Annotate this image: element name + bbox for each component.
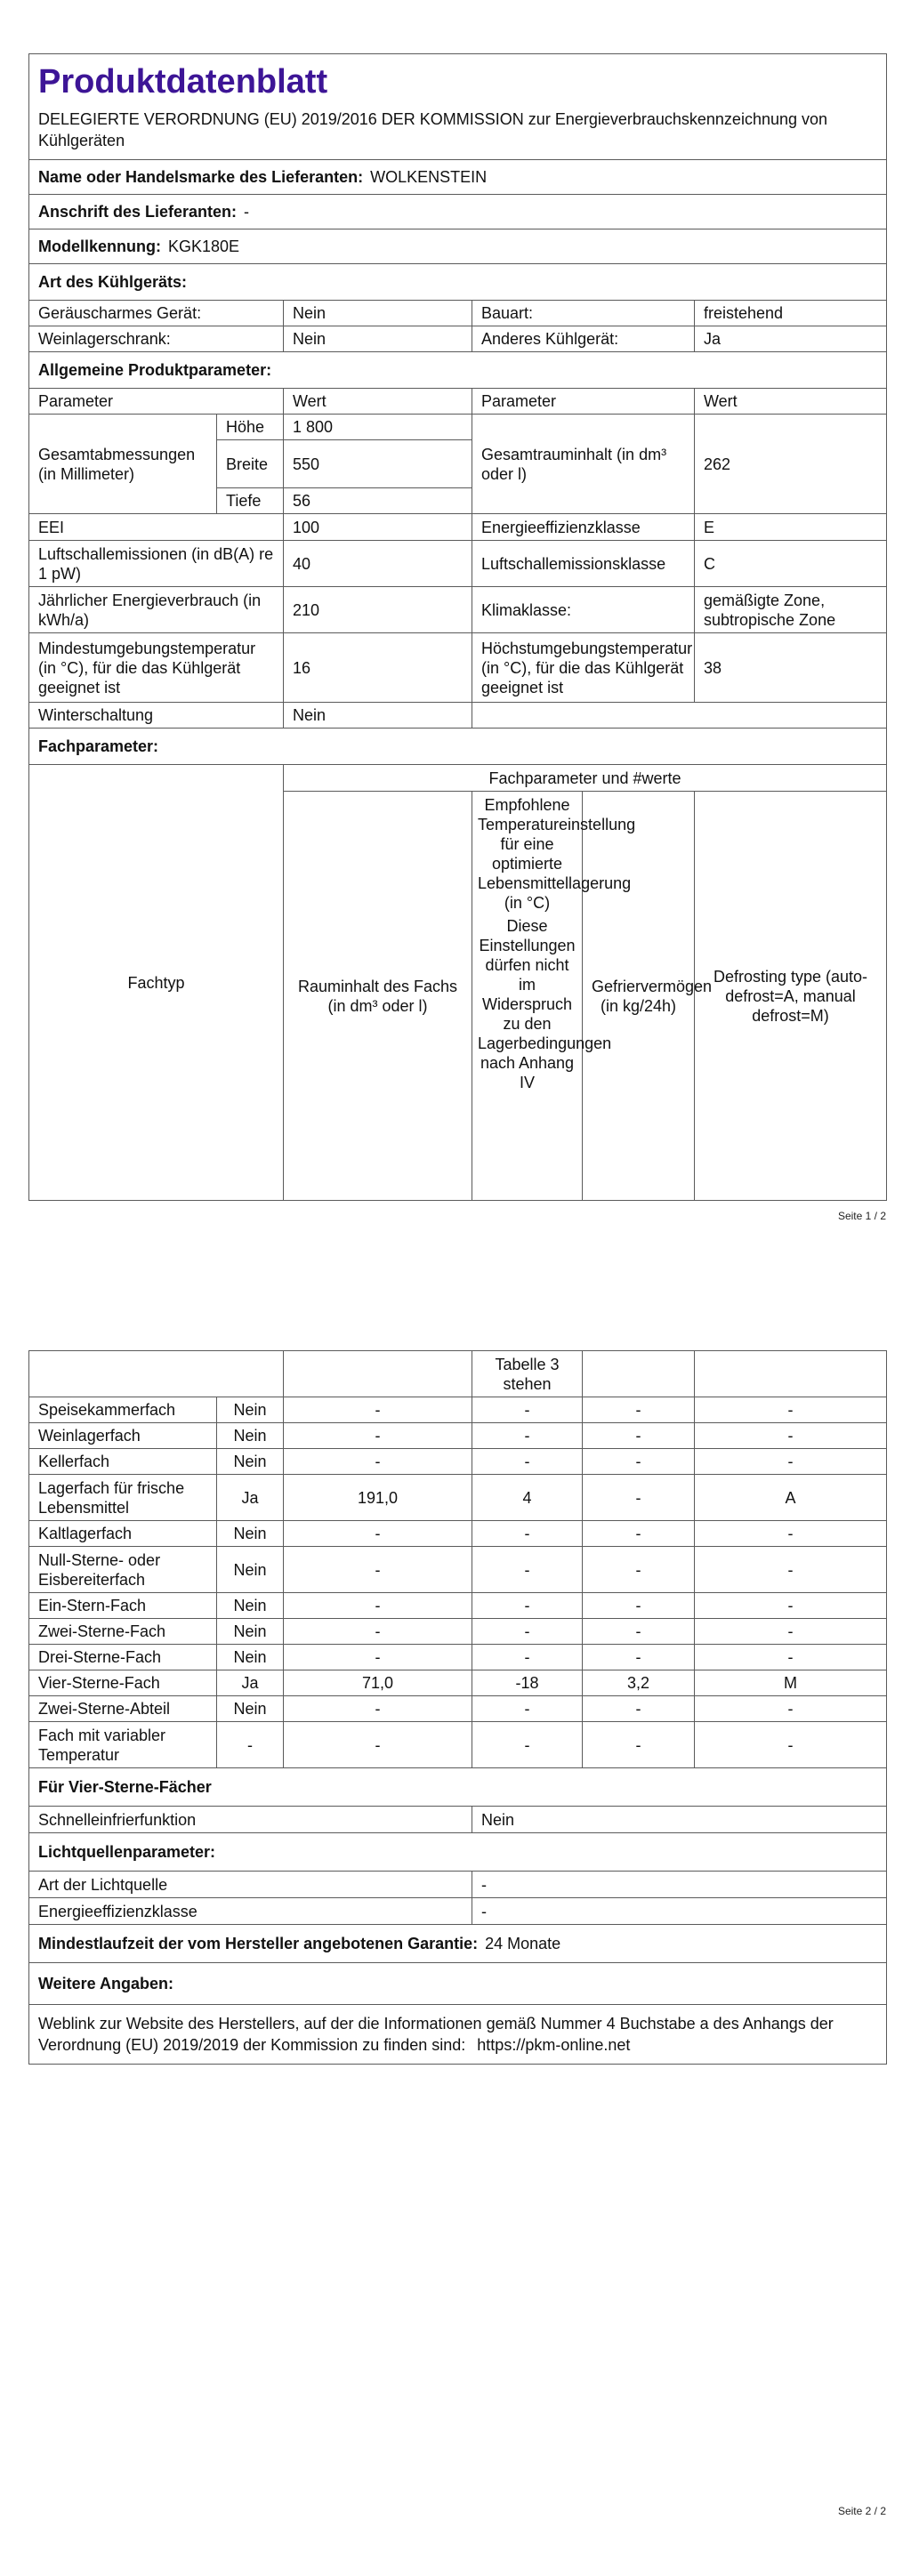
recommended-temp-text: Empfohlene Temperatureinstellung für eine optimierte Lebensmittellagerung (in °C) — [478, 796, 636, 912]
width-value: 550 — [284, 440, 472, 488]
freezing-capacity-header: Gefriervermögen (in kg/24h) — [583, 792, 695, 1201]
compartment-volume: - — [284, 1397, 472, 1423]
compartment-defrost-type: - — [695, 1619, 887, 1645]
manufacturer-weblink[interactable]: https://pkm-online.net — [477, 2036, 631, 2054]
further-info-row — [29, 2005, 887, 2065]
compartment-temperature: - — [472, 1449, 583, 1475]
compartment-freezing-capacity: - — [583, 1619, 695, 1645]
table-row — [29, 1449, 887, 1475]
compartment-defrost-type: - — [695, 1449, 887, 1475]
compartment-defrost-type: - — [695, 1593, 887, 1619]
compartment-defrost-type: M — [695, 1670, 887, 1696]
table-row — [29, 1423, 887, 1449]
compartment-freezing-capacity: - — [583, 1475, 695, 1521]
empty-cell — [472, 703, 887, 729]
table-row — [29, 1619, 887, 1645]
address-value: - — [244, 203, 250, 221]
col-value: Wert — [284, 389, 472, 415]
supplier-row — [29, 160, 887, 195]
light-class-value: - — [472, 1898, 887, 1925]
compartment-temperature: - — [472, 1696, 583, 1722]
compartment-name: Speisekammerfach — [29, 1397, 217, 1423]
table-row — [29, 1521, 887, 1547]
eei-value: 100 — [284, 514, 472, 541]
climate-class-label: Klimaklasse: — [472, 587, 695, 633]
table-row — [29, 1670, 887, 1696]
compartment-temperature: - — [472, 1547, 583, 1593]
compartment-group-header-row — [29, 765, 887, 792]
regulation-subtitle: DELEGIERTE VERORDNUNG (EU) 2019/2016 DER KOMMISSION zur Energieverbrauchskennzeichnung von Kühlgeräten — [38, 110, 828, 149]
page-number: Seite 1 / 2 — [837, 1210, 886, 1222]
compartment-defrost-type: - — [695, 1397, 887, 1423]
min-temp-label: Mindestumgebungstemperatur (in °C), für die das Kühlgerät geeignet ist — [29, 633, 284, 703]
compartment-defrost-type: - — [695, 1696, 887, 1722]
low-noise-value: Nein — [284, 301, 472, 326]
light-type-row — [29, 1872, 887, 1898]
annual-energy-label: Jährlicher Energieverbrauch (in kWh/a) — [29, 587, 284, 633]
recommended-temp-header — [472, 792, 636, 1201]
empty-cell — [284, 1351, 472, 1397]
compartment-freezing-capacity: - — [583, 1547, 695, 1593]
compartment-name: Kaltlagerfach — [29, 1521, 217, 1547]
page-number: Seite 2 / 2 — [837, 2505, 886, 2517]
compartment-freezing-capacity: - — [583, 1722, 695, 1768]
table-row — [29, 1593, 887, 1619]
defrost-type-header: Defrosting type (auto-defrost=A, manual defrost=M) — [695, 792, 887, 1201]
energy-class-label: Energieeffizienzklasse — [472, 514, 695, 541]
general-header-row — [29, 389, 887, 415]
wine-cabinet-value: Nein — [284, 326, 472, 352]
storage-conditions-note: Diese Einstellungen dürfen nicht im Widerspruch zu den Lagerbedingungen nach Anhang IV — [478, 917, 612, 1091]
winter-switch-label: Winterschaltung — [29, 703, 284, 729]
winter-row — [29, 703, 887, 729]
design-type-value: freistehend — [695, 301, 887, 326]
compartment-volume: - — [284, 1593, 472, 1619]
compartment-present: Nein — [217, 1696, 284, 1722]
compartment-volume: - — [284, 1619, 472, 1645]
compartment-freezing-capacity: - — [583, 1423, 695, 1449]
light-class-row — [29, 1898, 887, 1925]
winter-switch-value: Nein — [284, 703, 472, 729]
eei-row — [29, 514, 887, 541]
compartment-present: Nein — [217, 1547, 284, 1593]
quick-freeze-row — [29, 1807, 887, 1833]
compartment-volume: - — [284, 1423, 472, 1449]
model-label: Modellkennung: — [38, 237, 161, 255]
compartment-defrost-type: - — [695, 1722, 887, 1768]
compartment-rows — [29, 1397, 887, 1768]
quick-freeze-label: Schnelleinfrierfunktion — [29, 1807, 472, 1833]
wine-cabinet-label: Weinlagerschrank: — [29, 326, 284, 352]
light-source-heading: Lichtquellenparameter: — [29, 1833, 887, 1872]
supplier-label: Name oder Handelsmarke des Lieferanten: — [38, 168, 364, 186]
empty-cell — [583, 1351, 695, 1397]
dimensions-label: Gesamtabmessungen (in Millimeter) — [29, 415, 217, 514]
appliance-type-row — [29, 326, 887, 352]
page-title: Produktdatenblatt — [38, 63, 328, 101]
compartment-temperature: - — [472, 1645, 583, 1670]
datasheet-table-page-1 — [28, 53, 887, 1201]
compartment-present: Nein — [217, 1521, 284, 1547]
compartment-name: Lagerfach für frische Lebensmittel — [29, 1475, 217, 1521]
compartment-volume: - — [284, 1696, 472, 1722]
table-row — [29, 1475, 887, 1521]
noise-class-label: Luftschallemissionsklasse — [472, 541, 695, 587]
total-volume-value: 262 — [695, 415, 887, 514]
compartment-name: Zwei-Sterne-Fach — [29, 1619, 217, 1645]
max-temp-value: 38 — [695, 633, 887, 703]
table-row — [29, 1397, 887, 1423]
compartment-volume: - — [284, 1547, 472, 1593]
compartment-temperature: - — [472, 1423, 583, 1449]
further-info-text: Weblink zur Website des Herstellers, auf der die Informationen gemäß Nummer 4 Buchstabe a des Anhangs der Verordnung (EU) 2019/2019 der Kommission zu finden sind: — [38, 2015, 834, 2054]
other-appliance-value: Ja — [695, 326, 887, 352]
compartment-freezing-capacity: - — [583, 1645, 695, 1670]
address-label: Anschrift des Lieferanten: — [38, 203, 238, 221]
header-cell — [29, 54, 887, 160]
compartment-present: Nein — [217, 1593, 284, 1619]
dimensions-row — [29, 415, 887, 440]
table-row — [29, 1696, 887, 1722]
compartment-freezing-capacity: 3,2 — [583, 1670, 695, 1696]
compartment-present: Ja — [217, 1475, 284, 1521]
compartment-temperature: - — [472, 1593, 583, 1619]
compartment-present: Nein — [217, 1645, 284, 1670]
compartment-name: Weinlagerfach — [29, 1423, 217, 1449]
compartment-freezing-capacity: - — [583, 1696, 695, 1722]
compartment-name: Ein-Stern-Fach — [29, 1593, 217, 1619]
compartments-heading: Fachparameter: — [29, 729, 887, 765]
compartment-volume-header: Rauminhalt des Fachs (in dm³ oder l) — [284, 792, 472, 1201]
compartment-header-continued — [29, 1351, 887, 1397]
four-star-heading: Für Vier-Sterne-Fächer — [29, 1768, 887, 1807]
warranty-label: Mindestlaufzeit der vom Hersteller angebotenen Garantie: — [38, 1935, 479, 1952]
compartment-defrost-type: A — [695, 1475, 887, 1521]
model-row — [29, 229, 887, 264]
compartment-volume: - — [284, 1521, 472, 1547]
light-type-value: - — [472, 1872, 887, 1898]
model-value: KGK180E — [168, 237, 240, 255]
compartment-temperature: - — [472, 1722, 583, 1768]
compartment-present: Nein — [217, 1449, 284, 1475]
general-parameters-heading: Allgemeine Produktparameter: — [29, 352, 887, 389]
design-type-label: Bauart: — [472, 301, 695, 326]
energy-row — [29, 587, 887, 633]
width-label: Breite — [217, 440, 284, 488]
compartment-freezing-capacity: - — [583, 1521, 695, 1547]
light-type-label: Art der Lichtquelle — [29, 1872, 472, 1898]
col-value: Wert — [695, 389, 887, 415]
datasheet-table-page-2 — [28, 1350, 887, 2065]
page-2 — [0, 1288, 911, 2576]
table-row — [29, 1645, 887, 1670]
compartment-defrost-type: - — [695, 1423, 887, 1449]
col-parameter: Parameter — [29, 389, 284, 415]
energy-class-value: E — [695, 514, 887, 541]
height-value: 1 800 — [284, 415, 472, 440]
noise-row — [29, 541, 887, 587]
appliance-type-heading: Art des Kühlgeräts: — [29, 264, 887, 301]
further-info-heading: Weitere Angaben: — [29, 1963, 887, 2005]
storage-conditions-note-end: Tabelle 3 stehen — [472, 1351, 583, 1397]
max-temp-label: Höchstumgebungstemperatur (in °C), für die das Kühlgerät geeignet ist — [472, 633, 695, 703]
compartment-volume: - — [284, 1645, 472, 1670]
compartment-volume: - — [284, 1722, 472, 1768]
empty-cell — [695, 1351, 887, 1397]
annual-energy-value: 210 — [284, 587, 472, 633]
compartment-name: Vier-Sterne-Fach — [29, 1670, 217, 1696]
compartment-freezing-capacity: - — [583, 1593, 695, 1619]
compartment-temperature: 4 — [472, 1475, 583, 1521]
noise-class-value: C — [695, 541, 887, 587]
compartment-name: Null-Sterne- oder Eisbereiterfach — [29, 1547, 217, 1593]
address-row — [29, 195, 887, 229]
compartment-defrost-type: - — [695, 1521, 887, 1547]
noise-value: 40 — [284, 541, 472, 587]
table-row — [29, 1722, 887, 1768]
quick-freeze-value: Nein — [472, 1807, 887, 1833]
other-appliance-label: Anderes Kühlgerät: — [472, 326, 695, 352]
compartment-defrost-type: - — [695, 1547, 887, 1593]
min-temp-value: 16 — [284, 633, 472, 703]
compartment-volume: - — [284, 1449, 472, 1475]
compartment-volume: 71,0 — [284, 1670, 472, 1696]
compartment-temperature: - — [472, 1619, 583, 1645]
eei-label: EEI — [29, 514, 284, 541]
compartment-name: Drei-Sterne-Fach — [29, 1645, 217, 1670]
compartment-temperature: -18 — [472, 1670, 583, 1696]
total-volume-label: Gesamtrauminhalt (in dm³ oder l) — [472, 415, 695, 514]
compartment-group-header: Fachparameter und #werte — [284, 765, 887, 792]
height-label: Höhe — [217, 415, 284, 440]
compartment-name: Fach mit variabler Temperatur — [29, 1722, 217, 1768]
table-row — [29, 1547, 887, 1593]
compartment-type-header: Fachtyp — [29, 765, 284, 1201]
compartment-present: Nein — [217, 1619, 284, 1645]
compartment-present: Nein — [217, 1397, 284, 1423]
compartment-present: Nein — [217, 1423, 284, 1449]
light-class-label: Energieeffizienzklasse — [29, 1898, 472, 1925]
depth-label: Tiefe — [217, 488, 284, 514]
compartment-name: Kellerfach — [29, 1449, 217, 1475]
empty-cell — [29, 1351, 284, 1397]
noise-label: Luftschallemissionen (in dB(A) re 1 pW) — [29, 541, 284, 587]
depth-value: 56 — [284, 488, 472, 514]
col-parameter: Parameter — [472, 389, 695, 415]
compartment-freezing-capacity: - — [583, 1449, 695, 1475]
temperature-row — [29, 633, 887, 703]
compartment-temperature: - — [472, 1521, 583, 1547]
supplier-value: WOLKENSTEIN — [370, 168, 488, 186]
low-noise-label: Geräuscharmes Gerät: — [29, 301, 284, 326]
warranty-value: 24 Monate — [485, 1935, 561, 1952]
appliance-type-row — [29, 301, 887, 326]
compartment-name: Zwei-Sterne-Abteil — [29, 1696, 217, 1722]
warranty-row — [29, 1925, 887, 1963]
compartment-volume: 191,0 — [284, 1475, 472, 1521]
compartment-temperature: - — [472, 1397, 583, 1423]
compartment-defrost-type: - — [695, 1645, 887, 1670]
compartment-present: Ja — [217, 1670, 284, 1696]
compartment-freezing-capacity: - — [583, 1397, 695, 1423]
climate-class-value: gemäßigte Zone, subtropische Zone — [695, 587, 887, 633]
compartment-present: - — [217, 1722, 284, 1768]
